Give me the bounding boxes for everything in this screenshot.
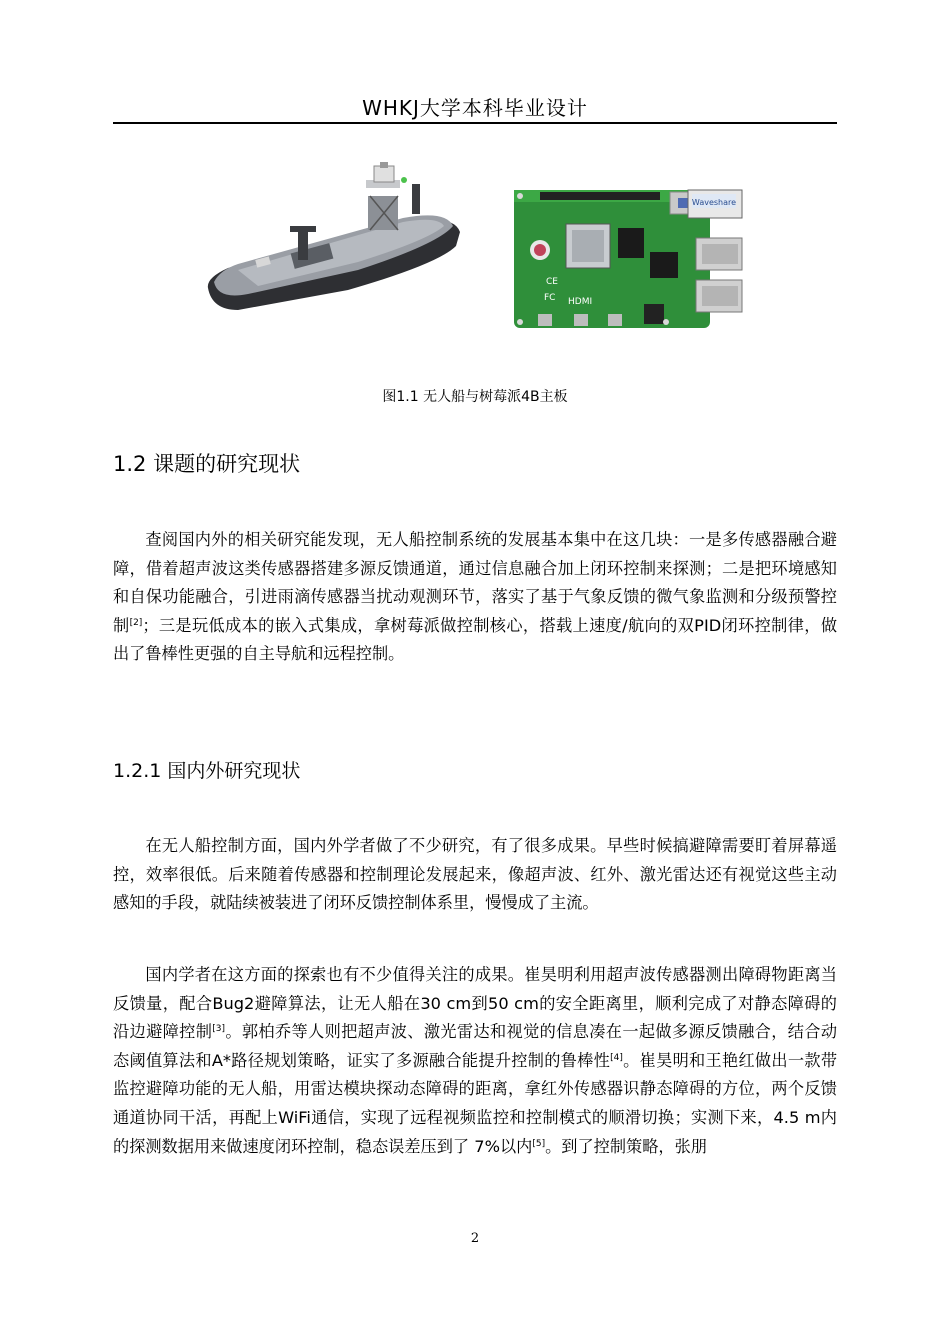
citation-3: [3]	[212, 1024, 225, 1035]
subsection-heading: 1.2.1 国内外研究现状	[113, 760, 301, 782]
board-brand-label: Waveshare	[691, 198, 737, 207]
header-rule	[113, 122, 837, 124]
citation-4: [4]	[610, 1052, 623, 1063]
citation-5: [5]	[532, 1138, 546, 1149]
paragraph-3-text-b: 。郭柏乔等人则把超声波、激光雷达和视觉的信息凑在一起做多源反馈融合，结合动态阈值算法和A*路径规划策略，证实了多源融合能提升控制的鲁棒性	[113, 1022, 838, 1070]
raspberry-pi-board-image	[510, 186, 744, 332]
paragraph-1-text-b: ；三是玩低成本的嵌入式集成，拿树莓派做控制核心，搭载上速度/航向的双PID闭环控制律，做出了鲁棒性更强的自主导航和远程控制。	[113, 615, 838, 664]
paragraph-1	[113, 526, 837, 669]
board-ce-label: CE	[546, 277, 558, 287]
board-hdmi-label: HDMI	[568, 297, 593, 307]
paragraph-3-text-c: 。崔昊明和王艳红做出一款带监控避障功能的无人船，用雷达模块探动态障碍的距离，拿红外传感器识静态障碍的方位，两个反馈通道协同干活，再配上WiFi通信，实现了远程视频监控和控制模式的顺滑切换；实测下来，4.5 m内的探测数据用来做速度闭环控制，稳态误差压到了 7%以内	[113, 1050, 838, 1156]
paragraph-2: 在无人船控制方面，国内外学者做了不少研究，有了很多成果。早些时候搞避障需要盯着屏幕遥控，效率很低。后来随着传感器和控制理论发展起来，像超声波、红外、激光雷达还有视觉这些主动感知的手段，就陆续被装进了闭环反馈控制体系里，慢慢成了主流。	[113, 836, 837, 913]
unmanned-boat-image	[198, 160, 468, 320]
citation-2: [2]	[129, 617, 143, 628]
paragraph-3-text-a: 国内学者在这方面的探索也有不少值得关注的成果。崔昊明利用超声波传感器测出障碍物距离当反馈量，配合Bug2避障算法，让无人船在30 cm到50 cm的安全距离里，顺利完成了对静态障碍的沿边避障控制	[113, 965, 837, 1042]
paragraph-1-text-a: 查阅国内外的相关研究能发现，无人船控制系统的发展基本集中在这几块：一是多传感器融合避障，借着超声波这类传感器搭建多源反馈通道，通过信息融合加上闭环控制来探测；二是把环境感知和自保功能融合，引进雨滴传感器当扰动观测环节，落实了基于气象反馈的微气象监测和分级预警控制	[113, 530, 837, 635]
paragraph-3-text-d: 。到了控制策略，张朋	[545, 1136, 707, 1156]
figure-caption: 图1.1 无人船与树莓派4B主板	[382, 389, 568, 405]
section-heading: 1.2 课题的研究现状	[113, 452, 301, 476]
page-header: WHKJ大学本科毕业设计	[362, 96, 588, 120]
paragraph-3	[113, 961, 837, 1161]
board-fc-label: FC	[544, 293, 556, 303]
page-number: 2	[470, 1231, 480, 1246]
